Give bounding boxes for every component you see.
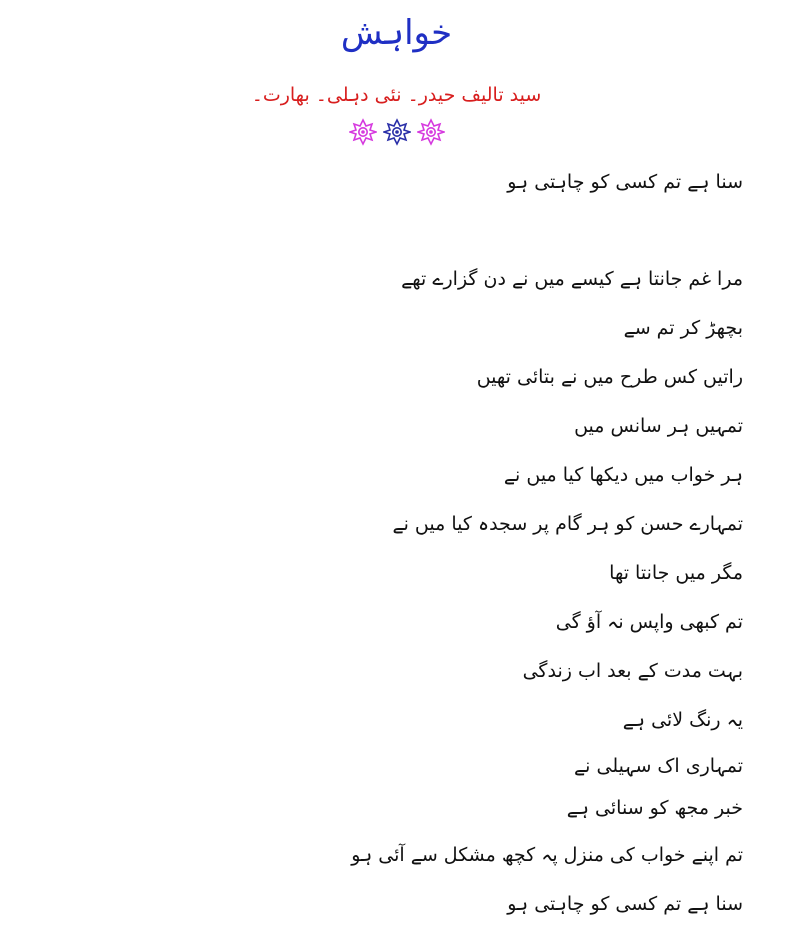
poem-line: بچھڑ کر تم سے — [623, 317, 743, 339]
poem-line: تم کبھی واپس نہ آؤ گی — [555, 611, 743, 633]
poem-line: تمہاری اک سہیلی نے — [574, 755, 743, 777]
poem-line: مگر میں جانتا تھا — [609, 562, 743, 584]
poem-line: خبر مجھ کو سنائی ہے — [566, 797, 743, 819]
poem-line: سنا ہے تم کسی کو چاہتی ہو — [507, 171, 743, 193]
ornament-divider — [0, 118, 793, 146]
author-byline: سید تالیف حیدر۔ نئی دہلی۔ بھارت۔ — [251, 84, 542, 106]
poem-line: تمہیں ہر سانس میں — [574, 415, 743, 437]
poem-line: راتیں کس طرح میں نے بتائی تھیں — [476, 366, 743, 388]
poem-line: سنا ہے تم کسی کو چاہتی ہو — [507, 893, 743, 915]
flower-ornament-icon — [383, 118, 411, 146]
flower-ornament-icon — [417, 118, 445, 146]
poem-line: بہت مدت کے بعد اب زندگی — [522, 660, 743, 682]
poem-line: تم اپنے خواب کی منزل پہ کچھ مشکل سے آئی ہو — [351, 844, 743, 866]
poem-line: تمہارے حسن کو ہر گام پر سجدہ کیا میں نے — [392, 513, 743, 535]
poem-line: مرا غم جانتا ہے کیسے میں نے دن گزارے تھے — [401, 268, 743, 290]
poem-line: یہ رنگ لائی ہے — [622, 709, 743, 731]
poem-line: ہر خواب میں دیکھا کیا میں نے — [503, 464, 743, 486]
flower-ornament-icon — [349, 118, 377, 146]
poem-title: خواہش — [340, 13, 453, 53]
